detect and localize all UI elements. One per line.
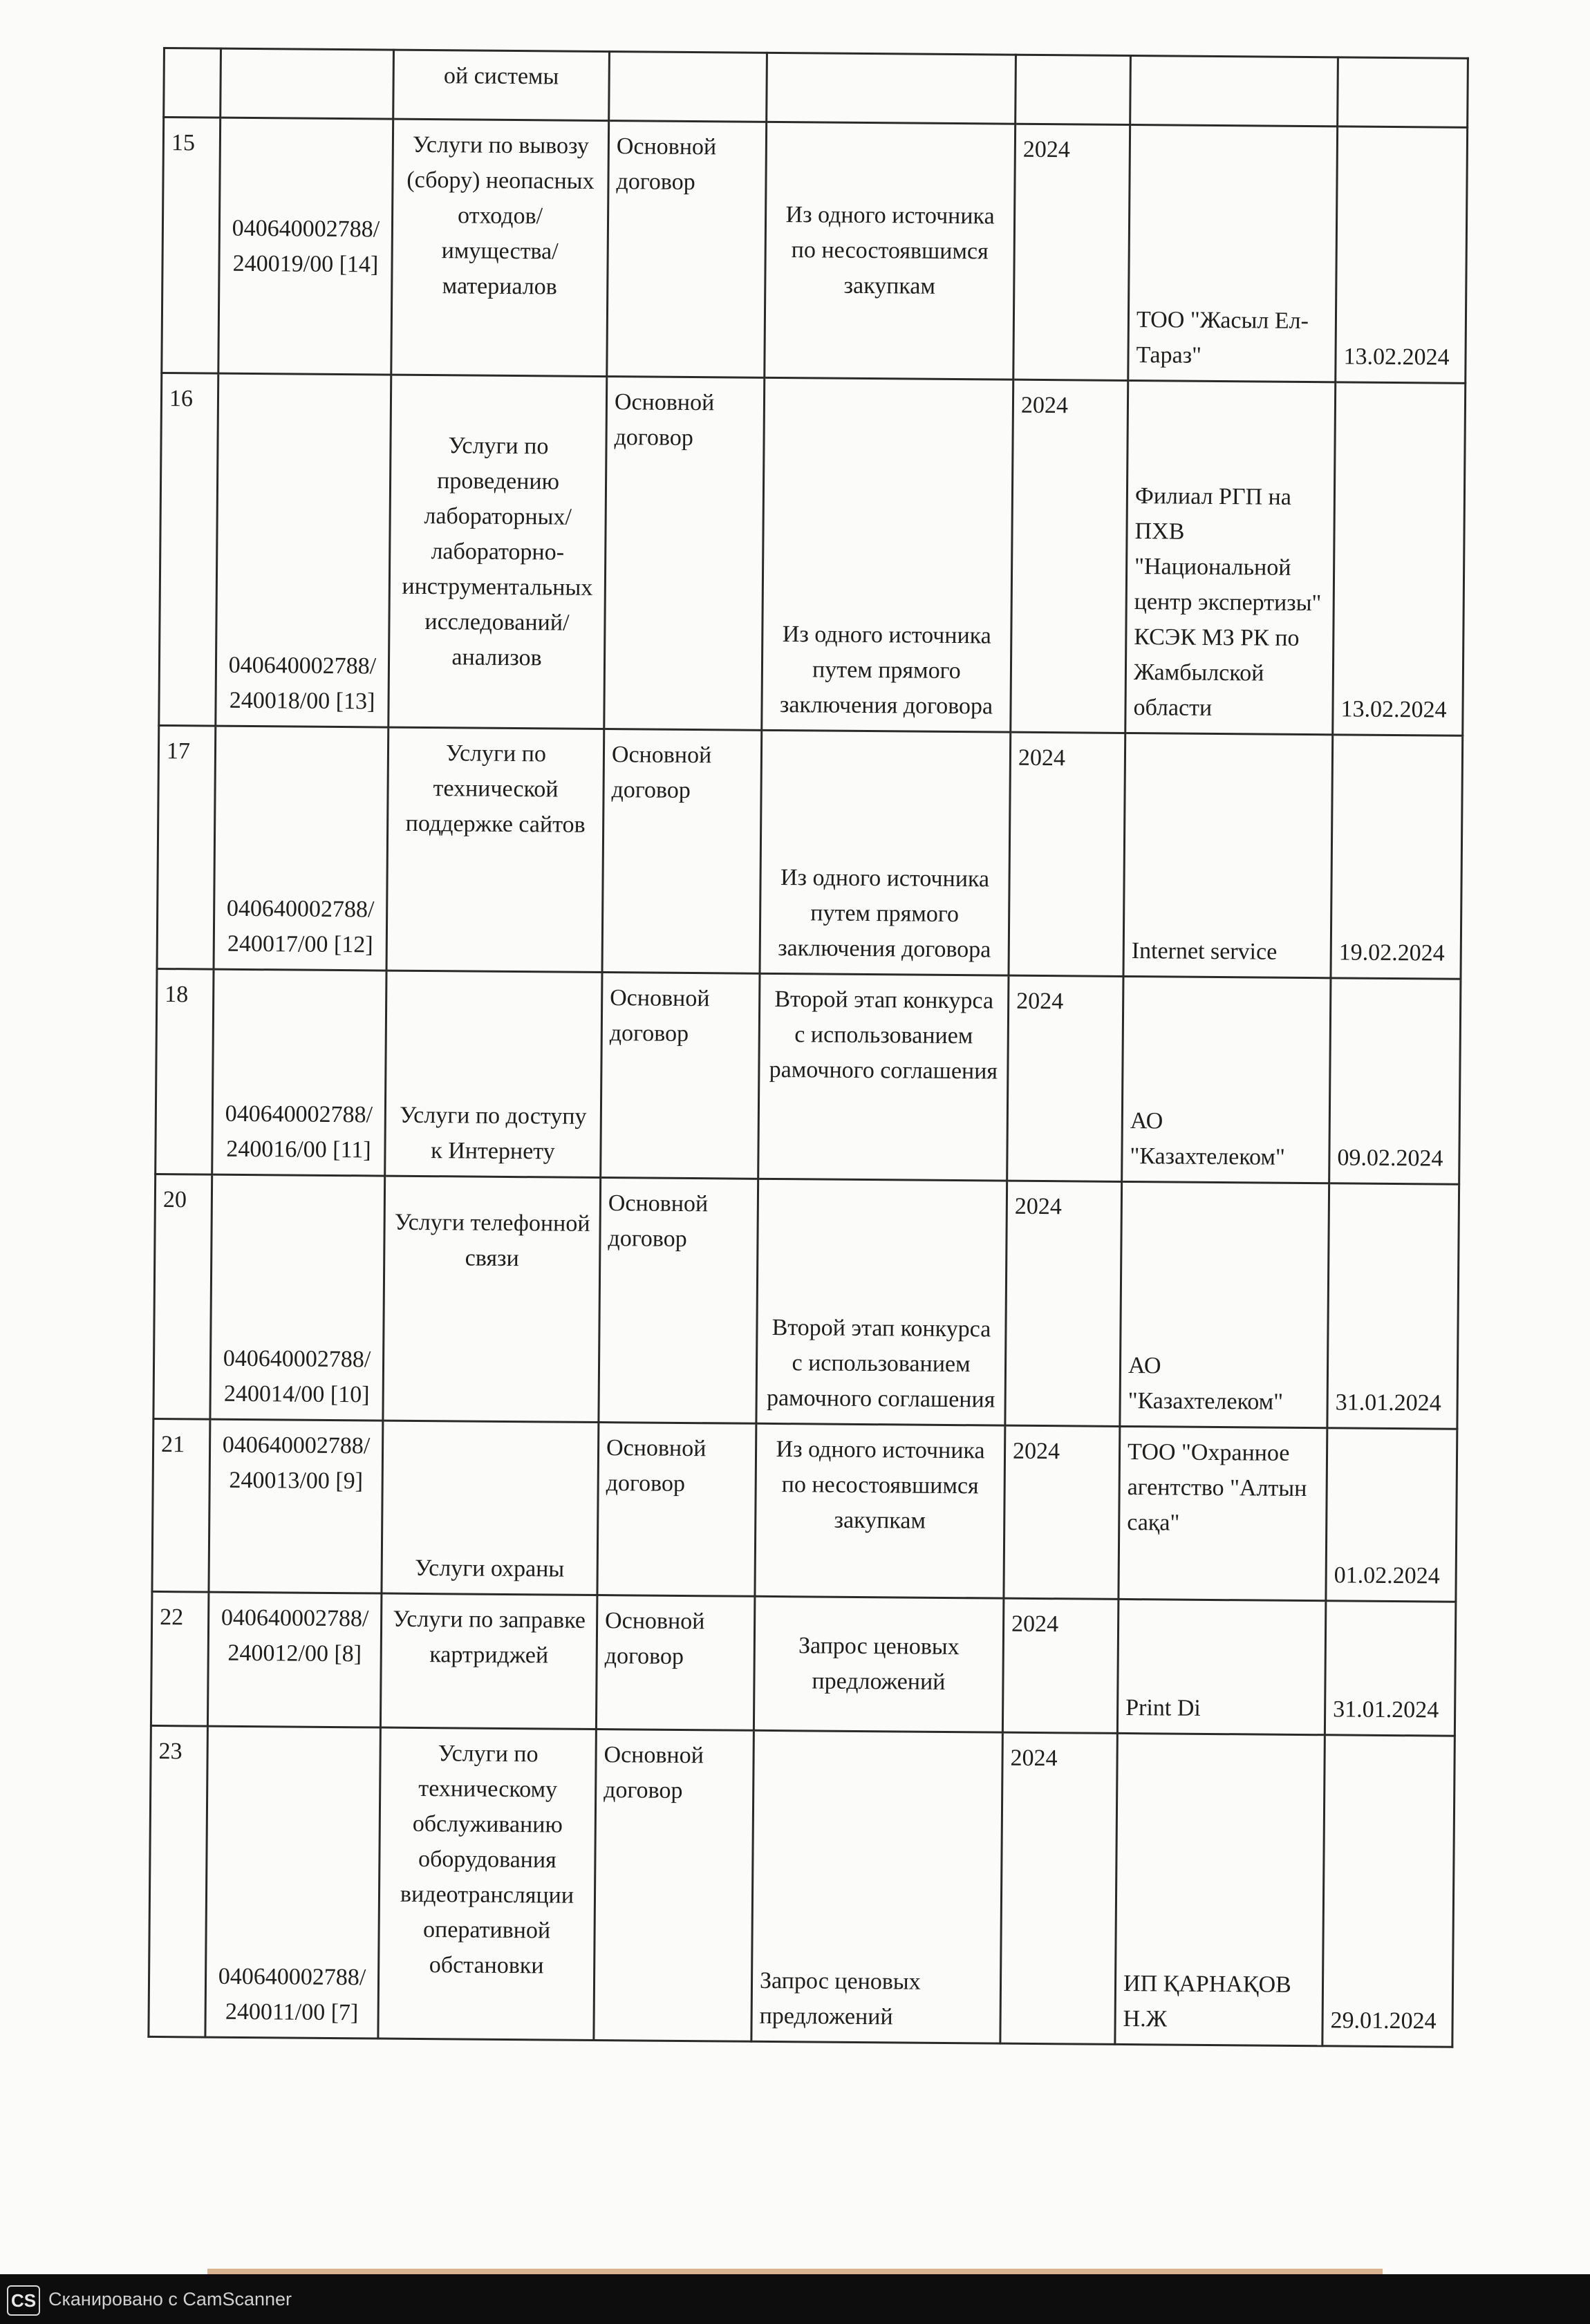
table-row (159, 373, 1466, 736)
procurement-method: Второй этап конкурса с использованием рамочного соглашения (756, 1179, 1007, 1425)
contract-type: Основной договор (599, 1177, 758, 1423)
service-name: Услуги телефонной связи (383, 1176, 601, 1423)
contract-type: Основной договор (594, 1729, 754, 2041)
supplier: ТОО "Охранное агентство "Алтын сақа" (1119, 1426, 1327, 1600)
year: 2024 (1005, 1181, 1122, 1426)
supplier: ИП ҚАРНАҚОВ Н.Ж (1115, 1733, 1325, 2046)
year: 2024 (1011, 379, 1128, 733)
supplier: АО "Казахтелеком" (1120, 1181, 1329, 1427)
procurement-method: Из одного источника по несостоявшимся закупкам (765, 122, 1016, 379)
supplier: АО "Казахтелеком" (1122, 977, 1331, 1183)
contract-date: 31.01.2024 (1325, 1600, 1456, 1736)
supplier (1130, 55, 1338, 126)
contract-code: 040640002788/240017/00 [12] (214, 726, 389, 971)
procurement-method: Запрос ценовых предложений (751, 1730, 1003, 2043)
contract-code: 040640002788/240013/00 [9] (209, 1419, 383, 1593)
year: 2024 (1004, 1425, 1120, 1599)
contract-type: Основной договор (596, 1595, 755, 1730)
service-name: Услуги по заправке картриджей (380, 1593, 597, 1730)
contract-date: 09.02.2024 (1329, 978, 1461, 1184)
service-name: Услуги охраны (382, 1421, 599, 1595)
contract-date: 19.02.2024 (1331, 735, 1463, 980)
contract-date: 01.02.2024 (1326, 1427, 1457, 1602)
supplier: Филиал РГП на ПХВ "Национальной центр экспертизы" КСЭК МЗ РК по Жамбылской области (1125, 381, 1336, 735)
contract-type: Основной договор (602, 729, 762, 974)
row-number (164, 48, 221, 118)
table-row (164, 48, 1468, 128)
row-number: 21 (152, 1418, 210, 1592)
year (1016, 55, 1131, 124)
contract-date: 13.02.2024 (1336, 126, 1468, 384)
table-row (149, 1725, 1455, 2047)
row-number: 18 (156, 969, 214, 1174)
contract-date: 13.02.2024 (1333, 382, 1466, 736)
procurement-method: Из одного источника по несостоявшимся закупкам (755, 1423, 1005, 1598)
contract-type: Основной договор (601, 973, 760, 1179)
camscanner-logo-icon: CS (7, 2285, 40, 2316)
table-row (152, 1418, 1457, 1602)
contract-code: 040640002788/240018/00 [13] (216, 373, 391, 727)
contract-code: 040640002788/240012/00 [8] (207, 1592, 382, 1727)
contract-date: 31.01.2024 (1327, 1183, 1459, 1429)
supplier: Internet service (1123, 733, 1333, 978)
table-row (153, 1174, 1459, 1429)
procurement-method (767, 53, 1016, 124)
procurement-method: Запрос ценовых предложений (754, 1596, 1004, 1732)
service-name: Услуги по проведению лабораторных/лабораторно-инструментальных исследований/анализов (389, 375, 607, 729)
table-row (157, 726, 1463, 980)
contract-code: 040640002788/240016/00 [11] (212, 970, 386, 1176)
contract-code: 040640002788/240019/00 [14] (218, 118, 393, 375)
table-row (151, 1591, 1455, 1736)
service-name: Услуги по технической поддержке сайтов (386, 727, 604, 973)
service-name: Услуги по доступу к Интернету (385, 971, 602, 1178)
year: 2024 (1002, 1598, 1119, 1733)
supplier: ТОО "Жасыл Ел-Тараз" (1128, 125, 1338, 382)
contract-type (609, 52, 767, 122)
row-number: 22 (151, 1591, 209, 1726)
row-number: 15 (162, 118, 221, 374)
contract-code: 040640002788/240011/00 [7] (205, 1726, 381, 2039)
procurement-method: Из одного источника путем прямого заключения договора (762, 378, 1013, 733)
table-row (162, 118, 1468, 384)
service-name: Услуги по вывозу (сбору) неопасных отходов/имущества/материалов (391, 119, 609, 377)
scanner-watermark-text: Сканировано с CamScanner (48, 2289, 292, 2309)
contract-code (221, 48, 394, 119)
year: 2024 (1007, 976, 1123, 1181)
contract-type: Основной договор (604, 377, 765, 731)
procurement-contracts-table (147, 47, 1469, 2048)
procurement-method: Из одного источника путем прямого заключения договора (760, 731, 1011, 976)
service-name: ой системы (393, 50, 610, 120)
row-number: 23 (149, 1725, 208, 2037)
contract-type: Основной договор (607, 121, 767, 378)
contract-type: Основной договор (597, 1422, 756, 1596)
row-number: 17 (157, 726, 216, 970)
row-number: 20 (153, 1174, 212, 1419)
contract-code: 040640002788/240014/00 [10] (210, 1174, 385, 1421)
supplier: Print Di (1117, 1599, 1326, 1734)
contract-date (1338, 57, 1468, 128)
contract-date: 29.01.2024 (1322, 1735, 1455, 2047)
year: 2024 (1013, 124, 1130, 380)
service-name: Услуги по техническому обслуживанию оборудования видеотрансляции оперативной обстановки (378, 1727, 597, 2041)
year: 2024 (1009, 732, 1125, 976)
procurement-method: Второй этап конкурса с использованием рамочного соглашения (758, 974, 1009, 1181)
table-row (156, 969, 1461, 1184)
year: 2024 (1000, 1732, 1118, 2045)
row-number: 16 (159, 373, 218, 727)
